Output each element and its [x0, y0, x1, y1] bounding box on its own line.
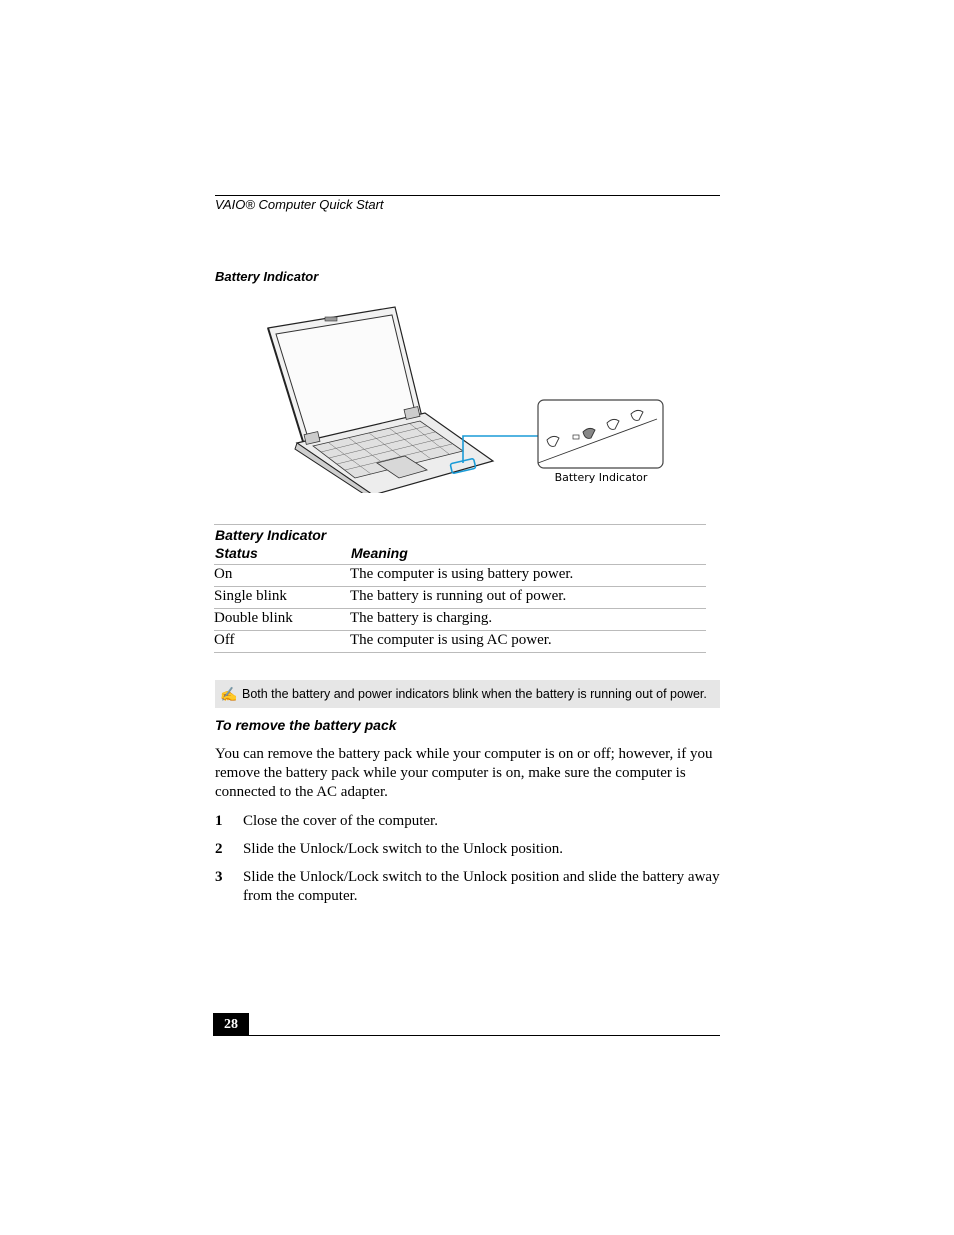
meaning-cell: The computer is using AC power. [350, 631, 706, 653]
note-text: Both the battery and power indicators blink when the battery is running out of power. [242, 687, 707, 701]
step-number: 3 [215, 869, 223, 885]
pencil-note-icon: ✍ [220, 685, 238, 702]
step-text: Slide the Unlock/Lock switch to the Unlock position and slide the battery away from the computer. [243, 869, 720, 904]
section-heading: To remove the battery pack [215, 717, 397, 733]
header-rule [215, 195, 720, 196]
status-cell: Off [214, 631, 350, 653]
battery-status-table [214, 524, 706, 653]
step-text: Close the cover of the computer. [243, 813, 438, 829]
running-header: VAIO® Computer Quick Start [215, 197, 384, 212]
intro-paragraph: You can remove the battery pack while your computer is on or off; however, if you remove the battery pack while your computer is on, make sure the computer is connected to the AC adapter. [215, 746, 713, 800]
note-box [215, 680, 720, 708]
page-number: 28 [213, 1013, 249, 1036]
meaning-cell: The computer is using battery power. [350, 565, 706, 587]
step-item [215, 812, 720, 831]
status-cell: Double blink [214, 609, 350, 631]
step-text: Slide the Unlock/Lock switch to the Unlock position. [243, 841, 563, 857]
meaning-cell: The battery is charging. [350, 609, 706, 631]
table-header-row [214, 525, 706, 565]
table-row [214, 565, 706, 587]
footer-rule [215, 1035, 720, 1036]
column-header-meaning: Meaning [350, 525, 706, 565]
figure-caption: Battery Indicator [215, 269, 319, 284]
table-row [214, 609, 706, 631]
column-header-status: Battery Indicator Status [214, 525, 350, 565]
table-row [214, 587, 706, 609]
status-cell: On [214, 565, 350, 587]
step-number: 1 [215, 813, 223, 829]
step-number: 2 [215, 841, 223, 857]
table-row [214, 631, 706, 653]
step-item [215, 840, 720, 859]
status-cell: Single blink [214, 587, 350, 609]
step-item [215, 868, 720, 905]
callout-label: Battery Indicator [554, 471, 648, 484]
meaning-cell: The battery is running out of power. [350, 587, 706, 609]
laptop-illustration [265, 303, 670, 493]
